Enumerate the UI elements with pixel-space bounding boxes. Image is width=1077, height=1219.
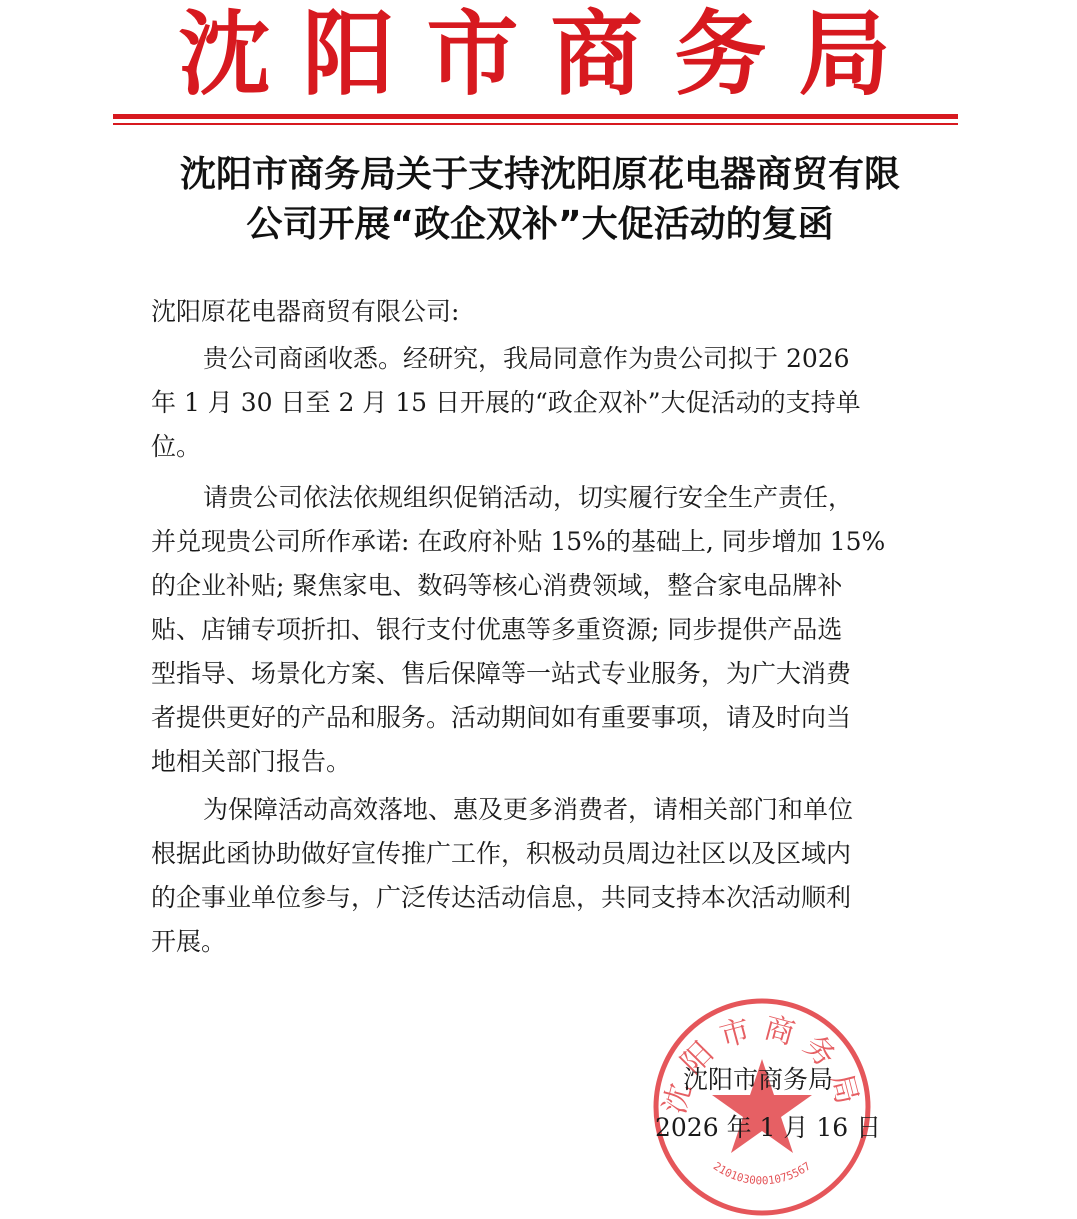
paragraph-line: 请贵公司依法依规组织促销活动，切实履行安全生产责任， [203, 483, 854, 512]
letterhead-title: 沈阳市商务局 [178, 1, 923, 108]
paragraph-line: 根据此函协助做好宣传推广工作，积极动员周边社区以及区域内 [151, 839, 852, 868]
paragraph-line: 者提供更好的产品和服务。活动期间如有重要事项，请及时向当 [151, 703, 852, 732]
official-seal [650, 995, 874, 1219]
document-title-line-2: 公司开展“政企双补”大促活动的复函 [246, 204, 834, 245]
paragraph-line: 地相关部门报告。 [151, 747, 352, 776]
paragraph-line: 的企事业单位参与，广泛传达活动信息，共同支持本次活动顺利 [151, 883, 852, 912]
document-title-line-1: 沈阳市商务局关于支持沈阳原花电器商贸有限 [179, 154, 900, 195]
paragraph-line: 年 1 月 30 日至 2 月 15 日开展的“政企双补”大促活动的支持单 [151, 388, 861, 417]
signature-organization: 沈阳市商务局 [683, 1065, 834, 1094]
paragraph-line: 贴、店铺专项折扣、银行支付优惠等多重资源; 同步提供产品选 [151, 615, 843, 644]
paragraph-line: 开展。 [151, 927, 227, 956]
signature-date: 2026 年 1 月 16 日 [655, 1113, 882, 1142]
document-title [100, 150, 980, 250]
paragraph-line: 为保障活动高效落地、惠及更多消费者，请相关部门和单位 [203, 795, 854, 824]
seal-arc-text: 沈阳市商务局 [657, 1010, 867, 1118]
letterhead-divider-thin [113, 123, 958, 125]
paragraph-publicity [151, 788, 935, 964]
paragraph-requirements [151, 476, 935, 784]
seal-number: 2101030001075567 [710, 1159, 814, 1188]
paragraph-approval [151, 337, 935, 469]
paragraph-line: 并兑现贵公司所作承诺: 在政府补贴 15%的基础上, 同步增加 15% [151, 527, 886, 556]
paragraph-line: 型指导、场景化方案、售后保障等一站式专业服务，为广大消费 [151, 659, 852, 688]
paragraph-line: 的企业补贴; 聚焦家电、数码等核心消费领域，整合家电品牌补 [151, 571, 843, 600]
paragraph-line: 贵公司商函收悉。经研究，我局同意作为贵公司拟于 2026 [203, 344, 850, 373]
letterhead-divider-thick [113, 114, 958, 119]
paragraph-line: 位。 [151, 432, 202, 461]
salutation: 沈阳原花电器商贸有限公司: [151, 297, 460, 326]
